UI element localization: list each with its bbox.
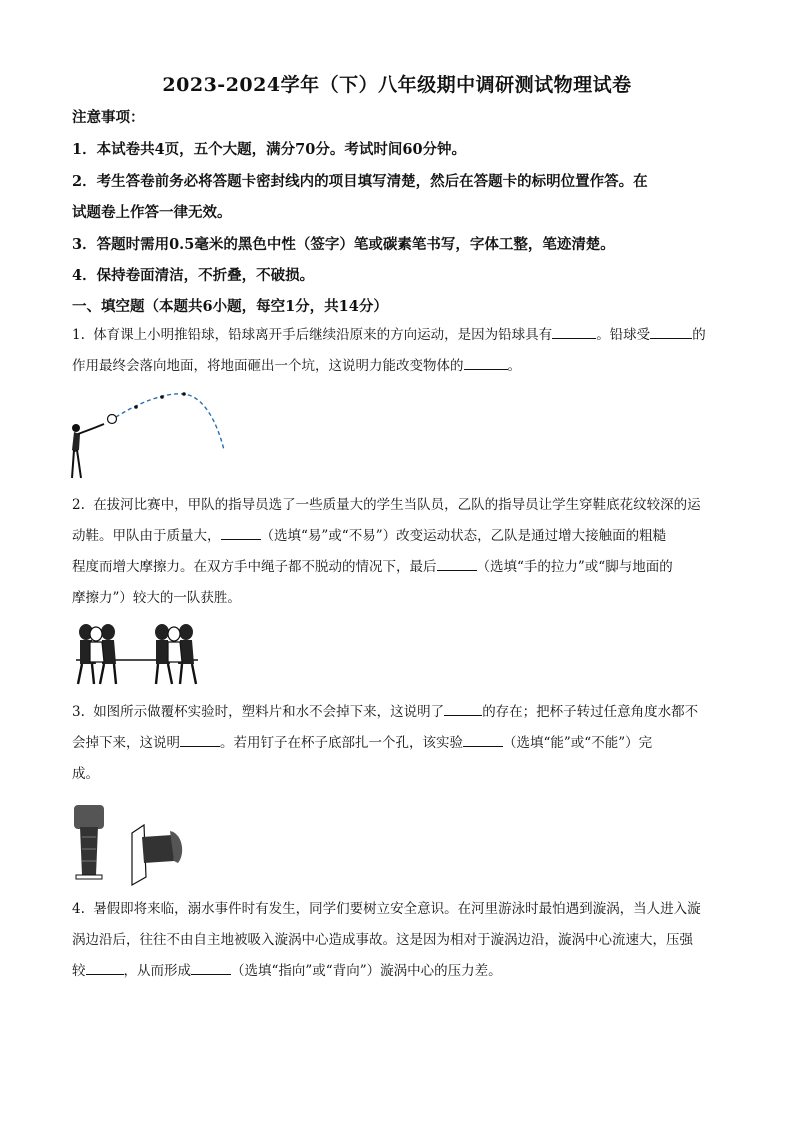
question-line: 1. 体育课上小明推铅球，铅球离开手后继续沿原来的方向运动，是因为铅球具有 。铅球受 的 <box>72 320 724 351</box>
answer-blank[interactable] <box>180 732 220 747</box>
question-line: 较 ，从而形成 （选填“指向”或“背向”）漩涡中心的压力差。 <box>72 956 724 987</box>
question-number: 1. <box>72 327 85 343</box>
question-number: 2. <box>72 497 85 513</box>
section-heading: 一、填空题（本题共6小题，每空1分，共14分） <box>72 298 388 315</box>
question-3 <box>72 697 724 790</box>
tug-of-war-figure <box>72 620 202 690</box>
inverted-cup-figure <box>70 797 190 887</box>
notice-heading: 注意事项： <box>72 109 145 126</box>
notice-item-1: 1．本试卷共4页，五个大题，满分70分。考试时间60分钟。 <box>72 141 467 158</box>
page-title: 2023-2024学年（下）八年级期中调研测试物理试卷 <box>162 74 632 96</box>
notice-item-4: 4．保持卷面清洁，不折叠，不破损。 <box>72 267 315 284</box>
answer-blank[interactable] <box>437 556 477 571</box>
answer-blank[interactable] <box>464 355 508 370</box>
question-line: 会掉下来，这说明 。若用钉子在杯子底部扎一个孔，该实验 （选填“能”或“不能”）完 <box>72 728 724 759</box>
answer-blank[interactable] <box>463 732 503 747</box>
answer-blank[interactable] <box>444 701 482 716</box>
question-line: 2. 在拔河比赛中，甲队的指导员选了一些质量大的学生当队员，乙队的指导员让学生穿鞋底花纹较深的运 <box>72 497 701 513</box>
question-line: 程度而增大摩擦力。在双方手中绳子都不脱动的情况下，最后 （选填“手的拉力”或“脚与地面的 <box>72 552 724 583</box>
question-line: 4. 暑假即将来临，溺水事件时有发生，同学们要树立安全意识。在河里游泳时最怕遇到漩涡，当人进入漩 <box>72 901 701 917</box>
answer-blank[interactable] <box>221 525 261 540</box>
notice-item-2-cont: 试题卷上作答一律无效。 <box>72 204 232 221</box>
question-1 <box>72 320 724 382</box>
notice-item-2: 2．考生答卷前务必将答题卡密封线内的项目填写清楚，然后在答题卡的标明位置作答。在 <box>72 173 648 190</box>
answer-blank[interactable] <box>86 960 124 975</box>
answer-blank[interactable] <box>650 324 692 339</box>
question-line: 涡边沿后，往往不由自主地被吸入漩涡中心造成事故。这是因为相对于漩涡边沿，漩涡中心流速大，压强 <box>72 932 693 948</box>
question-number: 3. <box>72 704 85 720</box>
question-line: 动鞋。甲队由于质量大， （选填“易”或“不易”）改变运动状态，乙队是通过增大接触面的粗糙 <box>72 521 724 552</box>
question-4 <box>72 894 724 987</box>
answer-blank[interactable] <box>552 324 596 339</box>
question-2 <box>72 490 724 614</box>
notice-item-3: 3．答题时需用0.5毫米的黑色中性（签字）笔或碳素笔书写，字体工整，笔迹清楚。 <box>72 236 615 253</box>
question-line: 作用最终会落向地面，将地面砸出一个坑，这说明力能改变物体的 。 <box>72 351 724 382</box>
question-line: 3. 如图所示做覆杯实验时，塑料片和水不会掉下来，这说明了 的存在；把杯子转过任意角度水都不 <box>72 697 724 728</box>
question-line: 摩擦力”）较大的一队获胜。 <box>72 590 241 606</box>
shot-put-figure <box>66 388 236 484</box>
question-number: 4. <box>72 901 85 917</box>
answer-blank[interactable] <box>191 960 231 975</box>
question-line: 成。 <box>72 766 99 782</box>
